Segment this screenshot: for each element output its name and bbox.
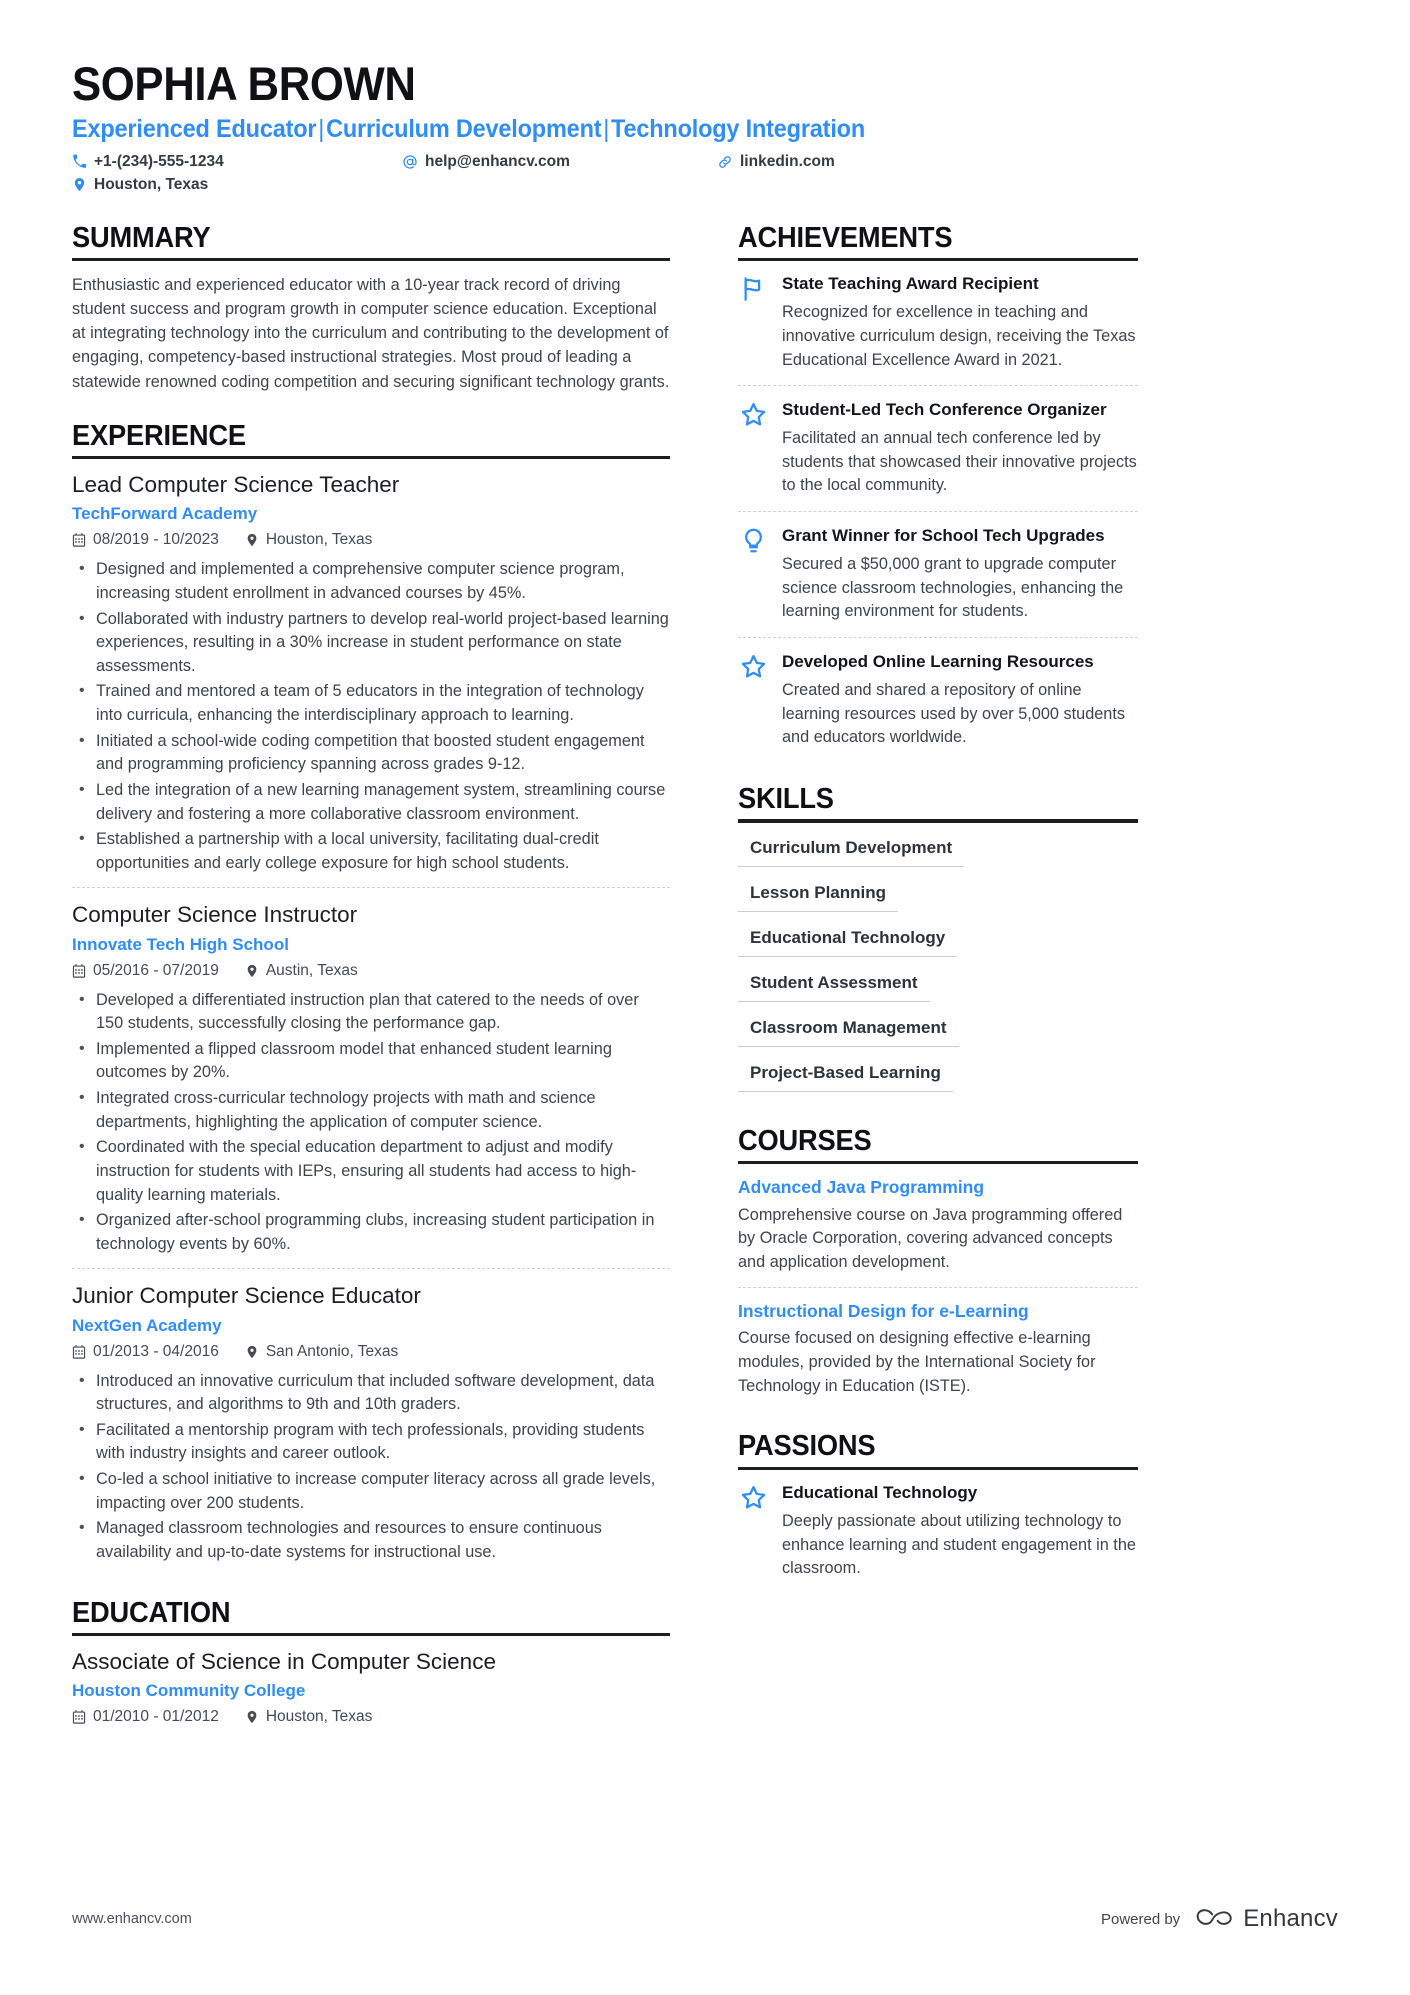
achievement-title: Developed Online Learning Resources	[782, 652, 1094, 672]
job-title: Junior Computer Science Educator	[72, 1283, 421, 1309]
star-icon	[738, 1482, 768, 1581]
experience-entry	[72, 471, 670, 887]
job-dates	[72, 962, 219, 980]
achievement-description: Secured a $50,000 grant to upgrade computer science classroom technologies, enhancing the learning environment for students.	[782, 555, 1124, 621]
education-dates	[72, 1708, 219, 1726]
experience-heading: EXPERIENCE	[72, 419, 246, 452]
achievement-item	[738, 273, 1138, 385]
achievement-description: Recognized for excellence in teaching and innovative curriculum design, receiving the Texas Educational Excellence Award in 2021.	[782, 303, 1136, 369]
phone-icon	[72, 154, 87, 169]
job-bullet: • Facilitated a mentorship program with tech professionals, providing students with industry insights and career outlook.	[72, 1419, 670, 1466]
contact-email[interactable]	[402, 153, 717, 171]
passion-item	[738, 1482, 1138, 1594]
course-item	[738, 1287, 1138, 1411]
job-location-value: Austin, Texas	[265, 961, 358, 979]
job-bullet: • Introduced an innovative curriculum that included software development, data structures, and algorithms to 9th and 10th graders.	[72, 1370, 670, 1417]
map-pin-icon	[72, 177, 87, 192]
achievements-heading-rule	[738, 258, 1138, 261]
contact-row-secondary	[72, 176, 1338, 194]
job-location	[245, 962, 358, 980]
summary-heading-rule	[72, 258, 670, 261]
job-bullet: • Designed and implemented a comprehensive computer science program, increasing student enrollment in advanced courses by 45%.	[72, 558, 670, 605]
calendar-icon	[72, 964, 86, 978]
star-icon	[738, 399, 768, 498]
summary-heading: SUMMARY	[72, 221, 211, 254]
company-name[interactable]: NextGen Academy	[72, 1315, 222, 1335]
achievements-heading: ACHIEVEMENTS	[738, 221, 953, 254]
headline-part-1: Experienced Educator	[72, 114, 317, 143]
job-title: Lead Computer Science Teacher	[72, 472, 400, 498]
course-item	[738, 1176, 1138, 1287]
achievement-description: Created and shared a repository of online learning resources used by over 5,000 students and educators worldwide.	[782, 681, 1126, 747]
page-footer	[72, 1905, 1338, 1933]
job-meta	[72, 531, 670, 549]
skill-tag[interactable]: Educational Technology	[738, 925, 957, 957]
job-location	[245, 531, 373, 549]
headline-separator-1: |	[318, 114, 325, 143]
education-meta	[72, 1708, 670, 1726]
link-icon	[717, 154, 733, 170]
contact-phone[interactable]	[72, 153, 402, 171]
education-heading-rule	[72, 1633, 670, 1636]
courses-heading: COURSES	[738, 1124, 872, 1157]
section-experience	[72, 420, 670, 1577]
experience-entries	[72, 471, 670, 1576]
calendar-icon	[72, 533, 86, 547]
passions-heading: PASSIONS	[738, 1430, 876, 1463]
job-bullets	[72, 1370, 670, 1565]
lightbulb-icon	[738, 525, 768, 624]
achievement-title: Student-Led Tech Conference Organizer	[782, 400, 1107, 420]
spacer-experience-education	[72, 1577, 670, 1597]
passion-description: Deeply passionate about utilizing technology to enhance learning and student engagement in the classroom.	[782, 1511, 1136, 1578]
map-pin-icon	[245, 533, 259, 547]
experience-entry	[72, 887, 670, 1268]
calendar-icon	[72, 1710, 86, 1724]
calendar-icon	[72, 1345, 86, 1359]
job-bullet: • Collaborated with industry partners to develop real-world project-based learning experiences, resulting in a 30% increase in student performance on state assessments.	[72, 608, 670, 679]
resume-header	[72, 58, 1338, 194]
education-dates-value: 01/2010 - 01/2012	[93, 1708, 219, 1726]
job-bullet: • Coordinated with the special education department to adjust and modify instruction for students with IEPs, ensuring all students had access to high-quality learning materials.	[72, 1136, 670, 1207]
enhancv-mark-icon	[1194, 1906, 1234, 1932]
spacer-skills-courses	[738, 1105, 1138, 1125]
headline-separator-2: |	[603, 114, 610, 143]
link-value: linkedin.com	[740, 152, 835, 170]
section-skills	[738, 783, 1138, 1105]
map-pin-icon	[245, 1710, 259, 1724]
experience-entry	[72, 1268, 670, 1576]
job-bullet: • Led the integration of a new learning management system, streamlining course delivery and fostering a more collaborative classroom environment.	[72, 779, 670, 826]
job-bullet: • Managed classroom technologies and resources to ensure continuous availability and up-to-date systems for instructional use.	[72, 1517, 670, 1564]
star-icon	[738, 651, 768, 750]
flag-icon	[738, 273, 768, 372]
contact-location	[72, 176, 402, 194]
course-title[interactable]: Advanced Java Programming	[738, 1177, 985, 1198]
right-column	[738, 222, 1138, 1594]
job-bullet: • Co-led a school initiative to increase computer literacy across all grade levels, impacting over 200 students.	[72, 1468, 670, 1515]
enhancv-logo	[1194, 1905, 1338, 1933]
passion-title: Educational Technology	[782, 1482, 978, 1502]
job-bullet: • Initiated a school-wide coding competition that boosted student engagement and programming proficiency spanning across grades 9-12.	[72, 730, 670, 777]
skill-tag[interactable]: Classroom Management	[738, 1015, 959, 1047]
course-description: Comprehensive course on Java programming offered by Oracle Corporation, covering advanced concepts and application development.	[738, 1205, 1123, 1272]
job-location	[245, 1343, 398, 1361]
footer-website[interactable]: www.enhancv.com	[72, 1911, 192, 1927]
job-dates	[72, 531, 219, 549]
job-bullet: • Organized after-school programming clubs, increasing student participation in technology events by 60%.	[72, 1209, 670, 1256]
job-meta	[72, 962, 670, 980]
candidate-name: SOPHIA BROWN	[72, 57, 416, 110]
headline-part-2: Curriculum Development	[326, 114, 602, 143]
job-dates-value: 08/2019 - 10/2023	[93, 531, 219, 549]
job-dates-value: 01/2013 - 04/2016	[93, 1342, 219, 1360]
job-dates	[72, 1343, 219, 1361]
education-location	[245, 1708, 373, 1726]
skills-heading: SKILLS	[738, 783, 834, 816]
skill-tag[interactable]: Curriculum Development	[738, 835, 964, 867]
contact-link[interactable]	[717, 153, 1017, 171]
job-bullet: • Implemented a flipped classroom model that enhanced student learning outcomes by 20%.	[72, 1038, 670, 1085]
achievement-description: Facilitated an annual tech conference led by students that showcased their innovative projects to the local community.	[782, 429, 1137, 495]
job-dates-value: 05/2016 - 07/2019	[93, 961, 219, 979]
company-name[interactable]: TechForward Academy	[72, 504, 258, 524]
section-education	[72, 1597, 670, 1737]
summary-text: Enthusiastic and experienced educator with a 10-year track record of driving student success and program growth in computer science education. Exceptional at integrating technology into the curriculum and contributing to the development of engaging, competency-based instructional strategies. Most proud of leading a statewide renowned coding competition and securing significant technology grants.	[72, 276, 670, 391]
skill-tag[interactable]: Lesson Planning	[738, 880, 898, 912]
spacer-courses-passions	[738, 1410, 1138, 1430]
section-passions	[738, 1430, 1138, 1594]
footer-branding	[1101, 1905, 1338, 1933]
achievement-item	[738, 385, 1138, 511]
skill-tag[interactable]: Project-Based Learning	[738, 1060, 953, 1092]
email-value: help@enhancv.com	[425, 152, 570, 170]
education-heading: EDUCATION	[72, 1596, 231, 1629]
experience-heading-rule	[72, 456, 670, 459]
degree-title: Associate of Science in Computer Science	[72, 1649, 496, 1675]
job-bullets	[72, 989, 670, 1257]
resume-body	[72, 222, 1338, 1737]
job-bullet: • Established a partnership with a local university, facilitating dual-credit opportunities and early college exposure for high school students.	[72, 828, 670, 875]
skill-tag[interactable]: Student Assessment	[738, 970, 930, 1002]
achievement-title: Grant Winner for School Tech Upgrades	[782, 526, 1105, 546]
education-entry	[72, 1648, 670, 1736]
phone-value: +1-(234)-555-1234	[94, 152, 224, 170]
section-courses	[738, 1125, 1138, 1411]
company-name[interactable]: Innovate Tech High School	[72, 934, 289, 954]
contact-info	[72, 153, 1338, 194]
section-summary	[72, 222, 670, 394]
contact-row-primary	[72, 153, 1338, 171]
job-bullet: • Trained and mentored a team of 5 educators in the integration of technology into curricula, enhancing the interdisciplinary approach to learning.	[72, 680, 670, 727]
job-bullets	[72, 558, 670, 875]
spacer-summary-experience	[72, 394, 670, 420]
achievement-title: State Teaching Award Recipient	[782, 274, 1039, 294]
location-value: Houston, Texas	[94, 175, 209, 193]
spacer-achievements-skills	[738, 763, 1138, 783]
education-location-value: Houston, Texas	[265, 1708, 373, 1726]
skills-heading-rule	[738, 819, 1138, 822]
course-description: Course focused on designing effective e-learning modules, provided by the International Society for Technology in Education (ISTE).	[738, 1329, 1096, 1395]
job-location-value: Houston, Texas	[265, 531, 373, 549]
achievement-item	[738, 511, 1138, 637]
job-title: Computer Science Instructor	[72, 902, 358, 928]
map-pin-icon	[245, 964, 259, 978]
job-location-value: San Antonio, Texas	[265, 1342, 399, 1360]
achievement-item	[738, 637, 1138, 763]
at-email-icon	[402, 154, 418, 170]
course-title[interactable]: Instructional Design for e-Learning	[738, 1300, 1029, 1321]
brand-name: Enhancv	[1243, 1905, 1338, 1932]
job-bullet: • Developed a differentiated instruction plan that catered to the needs of over 150 students, successfully closing the performance gap.	[72, 989, 670, 1036]
section-achievements	[738, 222, 1138, 763]
courses-heading-rule	[738, 1161, 1138, 1164]
candidate-headline	[72, 115, 1262, 144]
left-column	[72, 222, 670, 1737]
job-bullet: • Integrated cross-curricular technology projects with math and science departments, highlighting the application of computer science.	[72, 1087, 670, 1134]
powered-by-label: Powered by	[1100, 1910, 1181, 1928]
passions-heading-rule	[738, 1467, 1138, 1470]
map-pin-icon	[245, 1345, 259, 1359]
school-name[interactable]: Houston Community College	[72, 1681, 306, 1701]
job-meta	[72, 1343, 670, 1361]
headline-part-3: Technology Integration	[611, 114, 865, 143]
